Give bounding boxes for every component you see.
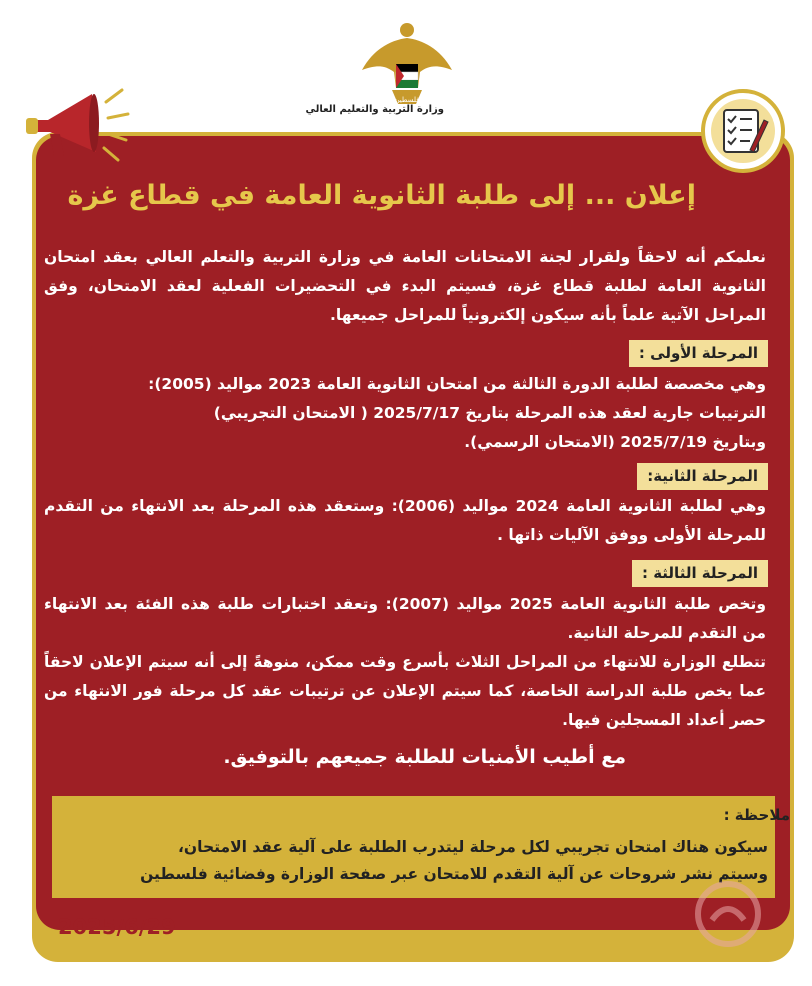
stage-3-line-2: تتطلع الوزارة للانتهاء من المراحل الثلاث بأسرع وقت ممكن، منوهةً إلى أنه سيتم الإعلان لاحقاً عما يخص طلبة الدراسة الخاصة، كما سيتم الإعلان عن ترتيبات عقد كل مرحلة فور الانتهاء من حصر أعداد المسجلين فيها. (44, 653, 766, 729)
checklist-icon (700, 88, 786, 174)
note-line-1: سيكون هناك امتحان تجريبي لكل مرحلة ليتدرب الطلبة على آلية عقد الامتحان، (178, 838, 768, 856)
stage-3-label: المرحلة الثالثة : (632, 560, 768, 587)
stage-1-line-2: الترتيبات جارية لعقد هذه المرحلة بتاريخ 2025/7/17 ( الامتحان التجريبي) (213, 404, 766, 422)
maan-watermark-logo (694, 880, 762, 948)
palestine-eagle-emblem (352, 18, 462, 118)
note-title: ملاحظة : (723, 806, 790, 824)
ministry-name: وزارة التربية والتعليم العالي (305, 104, 444, 115)
intro-paragraph: نعلمكم أنه لاحقاً ولقرار لجنة الامتحانات العامة في وزارة التربية والتعلم العالي بعقد امتحان الثانوية العامة لطلبة قطاع غزة، فسيتم البدء في التحضيرات الفعلية لعقد الامتحان، وفق المراحل الآتية علماً بأنه سيكون إلكترونياً للمراحل جميعها. (44, 248, 766, 324)
stage-2-line-1: وهي لطلبة الثانوية العامة 2024 مواليد (2006): وستعقد هذه المرحلة بعد الانتهاء من التقدم للمرحلة الأولى ووفق الآليات ذاتها . (44, 497, 767, 544)
stage-1-line-1: وهي مخصصة لطلبة الدورة الثالثة من امتحان الثانوية العامة 2023 مواليد (2005): (148, 375, 766, 393)
stage-1-line-3: وبتاريخ 2025/7/19 (الامتحان الرسمي). (464, 433, 766, 451)
announcement-date: 2025/6/29 (58, 915, 176, 939)
announcement-title: إعلان ... إلى طلبة الثانوية العامة في قطاع غزة (67, 180, 696, 211)
stage-1-label: المرحلة الأولى : (629, 340, 768, 367)
svg-text:فلسطين: فلسطين (394, 96, 420, 104)
note-line-2: وسيتم نشر شروحات عن آلية التقدم للامتحان عبر صفحة الوزارة وفضائية فلسطين (140, 865, 768, 883)
stage-3-line-1: وتخص طلبة الثانوية العامة 2025 مواليد (2007): وتعقد اختبارات طلبة هذه الفئة بعد الانتهاء من التقدم للمرحلة الثانية. (44, 595, 767, 642)
megaphone-icon (20, 82, 135, 167)
stage-2-label: المرحلة الثانية: (637, 463, 768, 490)
closing-wishes: مع أطيب الأمنيات للطلبة جميعهم بالتوفيق. (223, 746, 626, 768)
